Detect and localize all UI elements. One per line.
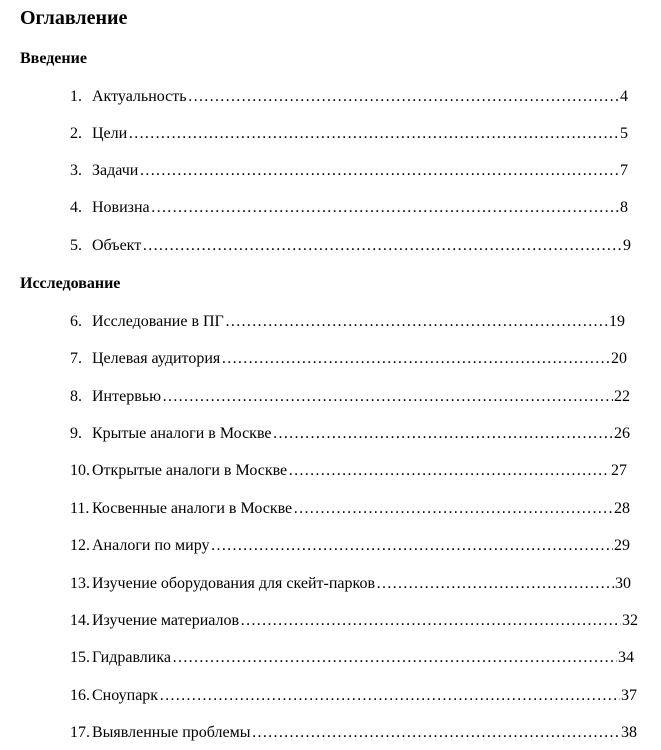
- entry-page: 20: [611, 350, 627, 367]
- entry-page: 19: [609, 313, 625, 330]
- entry-page: 32: [622, 612, 638, 629]
- toc-entry[interactable]: [70, 575, 631, 597]
- dot-leader: [139, 162, 619, 180]
- dot-leader: [251, 724, 620, 742]
- dot-leader: [172, 649, 617, 667]
- toc-entry[interactable]: [70, 162, 628, 184]
- toc-entry[interactable]: [70, 537, 630, 559]
- entry-page: 4: [620, 88, 628, 105]
- entry-number: 2.: [70, 125, 82, 142]
- entry-number: 5.: [70, 237, 82, 254]
- entry-label: Интервью: [92, 388, 162, 405]
- entry-page: 5: [620, 125, 628, 142]
- toc-entry[interactable]: [70, 313, 625, 335]
- dot-leader: [211, 537, 613, 555]
- entry-number: 14.: [70, 612, 90, 629]
- toc-entry[interactable]: [70, 462, 627, 484]
- dot-leader: [225, 313, 608, 331]
- entry-label: Косвенные аналоги в Москве: [92, 500, 293, 517]
- entry-page: 34: [618, 649, 634, 666]
- dot-leader: [240, 612, 621, 630]
- entry-number: 4.: [70, 199, 82, 216]
- entry-page: 7: [620, 162, 628, 179]
- toc-entry[interactable]: [70, 724, 637, 746]
- dot-leader: [162, 388, 613, 406]
- toc-entry[interactable]: [70, 125, 628, 147]
- entry-page: 30: [615, 575, 631, 592]
- toc-entry[interactable]: [70, 88, 628, 110]
- toc-entry[interactable]: [70, 649, 634, 671]
- entry-page: 27: [611, 462, 627, 479]
- entry-label: Новизна: [92, 199, 150, 216]
- entry-label: Целевая аудитория: [92, 350, 221, 367]
- entry-label: Изучение материалов: [92, 612, 240, 629]
- section-heading-research: Исследование: [20, 275, 121, 292]
- toc-entry[interactable]: [70, 687, 637, 709]
- toc-title: Оглавление: [20, 7, 128, 29]
- entry-number: 6.: [70, 313, 82, 330]
- toc-entry[interactable]: [70, 388, 630, 410]
- entry-label: Сноупарк: [92, 687, 159, 704]
- entry-label: Цели: [92, 125, 128, 142]
- toc-entry[interactable]: [70, 350, 627, 372]
- toc-entry[interactable]: [70, 425, 630, 447]
- dot-leader: [221, 350, 610, 368]
- dot-leader: [151, 199, 619, 217]
- dot-leader: [273, 425, 614, 443]
- entry-page: 28: [614, 500, 630, 517]
- entry-label: Крытые аналоги в Москве: [92, 425, 272, 442]
- entry-page: 37: [621, 687, 637, 704]
- entry-page: 8: [620, 199, 628, 216]
- entry-page: 26: [614, 425, 630, 442]
- dot-leader: [128, 125, 619, 143]
- dot-leader: [188, 88, 619, 106]
- section-heading-intro: Введение: [20, 50, 87, 67]
- entry-label: Актуальность: [92, 88, 187, 105]
- entry-number: 13.: [70, 575, 90, 592]
- entry-label: Открытые аналоги в Москве: [92, 462, 288, 479]
- entry-number: 16.: [70, 687, 90, 704]
- entry-label: Исследование в ПГ: [92, 313, 224, 330]
- toc-entry[interactable]: [70, 237, 631, 259]
- entry-page: 9: [623, 237, 631, 254]
- dot-leader: [142, 237, 622, 255]
- entry-number: 3.: [70, 162, 82, 179]
- toc-entry[interactable]: [70, 500, 630, 522]
- entry-number: 10.: [70, 462, 90, 479]
- toc-entry[interactable]: [70, 199, 628, 221]
- entry-number: 9.: [70, 425, 82, 442]
- entry-number: 7.: [70, 350, 82, 367]
- entry-page: 29: [614, 537, 630, 554]
- entry-label: Выявленные проблемы: [92, 724, 251, 741]
- entry-label: Объект: [92, 237, 142, 254]
- entry-number: 17.: [70, 724, 90, 741]
- entry-number: 11.: [70, 500, 90, 517]
- entry-label: Изучение оборудования для скейт-парков: [92, 575, 376, 592]
- dot-leader: [376, 575, 614, 593]
- entry-number: 8.: [70, 388, 82, 405]
- entry-number: 1.: [70, 88, 82, 105]
- entry-number: 15.: [70, 649, 90, 666]
- entry-page: 22: [614, 388, 630, 405]
- entry-label: Аналоги по миру: [92, 537, 210, 554]
- entry-label: Гидравлика: [92, 649, 171, 666]
- toc-entry[interactable]: [70, 612, 638, 634]
- dot-leader: [293, 500, 613, 518]
- entry-page: 38: [621, 724, 637, 741]
- dot-leader: [159, 687, 620, 705]
- entry-label: Задачи: [92, 162, 139, 179]
- entry-number: 12.: [70, 537, 90, 554]
- dot-leader: [288, 462, 610, 480]
